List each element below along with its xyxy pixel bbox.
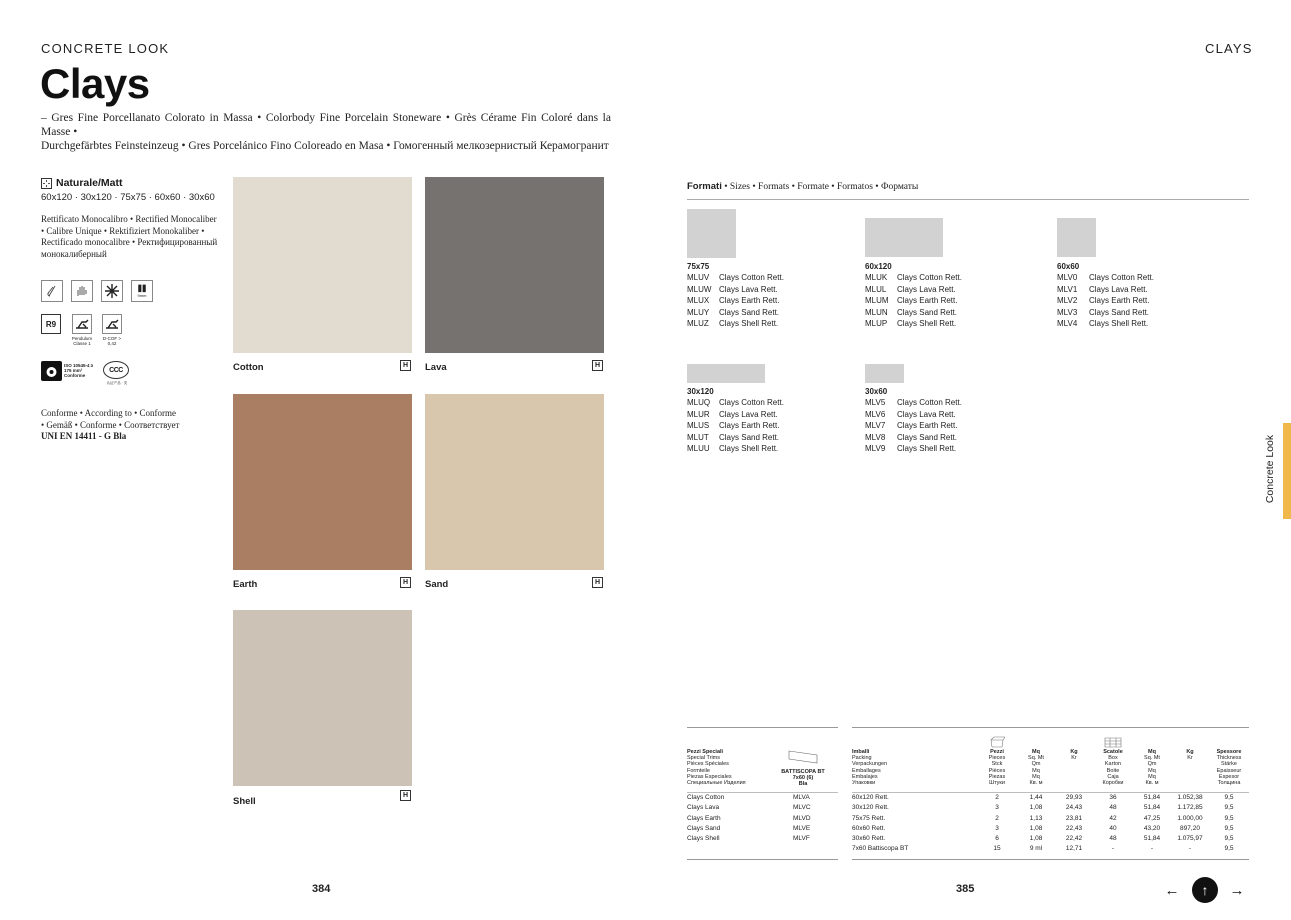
packing-value: 48 — [1109, 835, 1117, 843]
packing-heading-line: Упаковки — [852, 780, 876, 787]
special-piece-code: MLVC — [793, 804, 811, 812]
page-title: Clays — [40, 60, 150, 107]
packing-value: 1,08 — [1029, 804, 1043, 812]
packing-column-subtitle: Thickness — [1216, 755, 1242, 762]
format-size: 75x75 — [687, 262, 710, 271]
scroll-top-button[interactable] — [1192, 877, 1218, 903]
conform-line: • Gemäß • Conforme • Соответствует — [41, 419, 180, 430]
format-item — [1057, 295, 1154, 307]
packing-column-subtitle: Mq — [1148, 773, 1156, 780]
prev-page-button[interactable] — [1163, 881, 1181, 899]
skirting-product-name: BATTISCOPA BT — [781, 769, 825, 775]
hand-icon — [71, 280, 93, 302]
special-piece-code: MLVD — [793, 814, 811, 822]
packing-bottom-rule — [852, 859, 1249, 860]
packing-value: 48 — [1109, 804, 1117, 812]
format-item — [865, 318, 962, 330]
ccc-label: CCC — [109, 366, 123, 374]
tile-swatch-earth — [233, 394, 412, 570]
format-product-name: Clays Earth Rett. — [1089, 296, 1150, 305]
formats-divider — [687, 199, 1249, 200]
packing-value: 24,43 — [1065, 804, 1083, 812]
special-piece-row — [687, 815, 838, 825]
packing-column-title: Pezzi — [990, 749, 1004, 755]
format-item — [1057, 318, 1154, 330]
page-number-right: 385 — [956, 883, 975, 895]
format-product-name: Clays Shell Rett. — [1089, 319, 1149, 328]
format-code: MLUV — [687, 273, 710, 282]
packing-value: 22,42 — [1065, 835, 1083, 843]
packing-column-title: Kg — [1186, 749, 1194, 755]
format-list-75x75 — [687, 272, 784, 330]
tile-label-shell: Shell — [233, 796, 256, 807]
packing-value: 1.052,38 — [1177, 794, 1203, 801]
format-list-60x60 — [1057, 272, 1154, 330]
format-product-name: Clays Shell Rett. — [719, 319, 779, 328]
format-shape-75x75 — [687, 209, 736, 258]
format-product-name: Clays Earth Rett. — [897, 421, 958, 430]
packing-value: 9 ml — [1029, 845, 1043, 853]
subtitle-line-1: – Gres Fine Porcellanato Colorato in Massa • Colorbody Fine Porcelain Stoneware • Grès Cérame Fin Coloré dans la Masse • — [41, 112, 611, 138]
format-item — [865, 284, 962, 296]
packing-column-subtitle: Pièces — [988, 767, 1006, 774]
h-badge: H — [592, 577, 603, 588]
packing-value: 2 — [995, 794, 999, 801]
format-size: 30x120 — [687, 387, 714, 396]
formats-heading-bold: Formati — [687, 181, 722, 192]
side-section-label[interactable]: Concrete Look — [1264, 434, 1276, 504]
special-pieces-heading-line: Formteile — [687, 767, 710, 774]
ccc-icon — [103, 361, 129, 379]
packing-value: 9,5 — [1224, 824, 1234, 832]
packing-value: 51,84 — [1143, 804, 1161, 812]
next-page-button[interactable] — [1228, 881, 1246, 899]
arrow-up-icon: ↑ — [1201, 882, 1209, 898]
packing-value: 42 — [1109, 814, 1117, 822]
packing-column-subtitle: Karton — [1104, 761, 1122, 768]
packing-value: 47,25 — [1143, 814, 1161, 822]
pendulum-label: Pendulum Classe 1 — [71, 336, 93, 346]
side-section-tab[interactable] — [1283, 423, 1291, 519]
format-product-name: Clays Shell Rett. — [897, 444, 957, 453]
packing-column-subtitle: Boite — [1106, 767, 1120, 774]
packing-value: 9,5 — [1224, 794, 1234, 801]
format-list-30x120 — [687, 397, 784, 455]
format-item — [687, 432, 784, 444]
packing-value: 9,5 — [1224, 814, 1234, 822]
special-pieces-heading-line: Pièces Spéciales — [687, 761, 729, 768]
format-size: 60x60 — [1057, 262, 1080, 271]
packing-column-subtitle: Толщина — [1217, 780, 1241, 787]
format-item — [687, 272, 784, 284]
packing-value: 9,5 — [1224, 804, 1234, 812]
conform-line: Conforme • According to • Conforme — [41, 408, 177, 418]
packing-column-subtitle: Штуки — [989, 780, 1005, 787]
special-piece-code: MLVA — [793, 794, 810, 801]
packing-column-subtitle: Qm — [1031, 761, 1041, 768]
rectified-line: монокалиберный — [41, 248, 107, 259]
format-code: MLUM — [865, 296, 889, 305]
dcof-icon — [102, 314, 122, 334]
format-product-name: Clays Cotton Rett. — [719, 273, 784, 282]
format-product-name: Clays Lava Rett. — [1089, 284, 1148, 294]
h-badge: H — [400, 360, 411, 371]
packing-column-head — [1209, 749, 1249, 786]
packing-column-subtitle: Mq — [1032, 773, 1040, 780]
special-piece-name: Clays Sand — [687, 824, 721, 832]
stain-resistant-icon — [41, 280, 63, 302]
special-pieces-heading — [687, 749, 777, 786]
format-code: MLUS — [687, 421, 710, 430]
packing-heading-line: Verpackungen — [852, 761, 888, 768]
packing-value: 36 — [1109, 794, 1117, 801]
tile-label-lava: Lava — [425, 362, 447, 373]
boxes-icon — [1104, 735, 1122, 747]
format-item — [687, 284, 784, 296]
h-badge: H — [400, 790, 411, 801]
packing-value: 43,20 — [1143, 824, 1161, 832]
format-code: MLV4 — [1057, 319, 1078, 328]
rectified-line: Rectificado monocalibre • Ректифицированный — [41, 237, 218, 247]
format-code: MLV0 — [1057, 273, 1078, 282]
rectified-line: Rettificato Monocalibro • Rectified Monocaliber — [41, 214, 217, 224]
format-product-name: Clays Cotton Rett. — [897, 398, 962, 407]
format-product-name: Clays Sand Rett. — [1089, 307, 1150, 317]
packing-column-head — [1054, 749, 1094, 761]
arrow-left-icon: ← — [1164, 881, 1180, 899]
packing-value: 29,93 — [1065, 794, 1083, 801]
packing-format: 60x120 Rett. — [852, 794, 889, 801]
special-pieces-heading-line: Специальные Изделия — [687, 780, 746, 787]
ccc-sublabel: 认证产品 · 类 — [106, 381, 128, 385]
format-code: MLUL — [865, 284, 887, 294]
tile-swatch-sand — [425, 394, 604, 570]
packing-column-subtitle: Stärke — [1221, 761, 1237, 768]
format-size: 30x60 — [865, 387, 888, 396]
packing-column-subtitle: Epaisseur — [1216, 767, 1242, 774]
format-list-60x120 — [865, 272, 962, 330]
special-pieces-rows — [687, 794, 838, 845]
formats-heading — [687, 181, 918, 192]
thickness-icon-text: 9mm — [137, 293, 147, 298]
skirting-icon — [788, 750, 818, 764]
tile-swatch-lava — [425, 177, 604, 353]
packing-value: 15 — [993, 845, 1001, 853]
r9-icon — [41, 314, 61, 334]
packing-format: 30x60 Rett. — [852, 835, 886, 843]
packing-value: 40 — [1109, 824, 1117, 832]
section-eyebrow: CONCRETE LOOK — [41, 41, 170, 56]
packing-column-title: Mq — [1148, 749, 1156, 755]
packing-value: 1,08 — [1029, 824, 1043, 832]
format-code: MLV5 — [865, 398, 886, 407]
format-shape-30x120 — [687, 364, 765, 383]
packing-column-subtitle: Sq. Mt — [1144, 755, 1160, 762]
norm-label: UNI EN 14411 - G Bla — [41, 431, 127, 441]
thickness-icon — [131, 280, 153, 302]
format-code: MLUR — [687, 409, 710, 419]
format-shape-60x120 — [865, 218, 943, 257]
packing-column-title: Scatole — [1103, 749, 1123, 755]
format-item — [865, 432, 962, 444]
h-badge: H — [400, 577, 411, 588]
format-item — [865, 295, 962, 307]
packing-column-title: Spessore — [1216, 749, 1242, 755]
packing-rows — [852, 794, 1249, 856]
r9-label: R9 — [45, 319, 57, 329]
special-piece-name: Clays Lava — [687, 804, 720, 812]
packing-value: 9,5 — [1224, 835, 1234, 843]
packing-row — [852, 815, 1249, 825]
format-product-name: Clays Cotton Rett. — [897, 273, 962, 282]
packing-value: 9,5 — [1224, 845, 1234, 853]
format-product-name: Clays Cotton Rett. — [719, 398, 784, 407]
format-code: MLV2 — [1057, 296, 1078, 305]
format-item — [865, 397, 962, 409]
pieces-icon — [989, 735, 1005, 747]
format-product-name: Clays Lava Rett. — [719, 284, 778, 294]
iso-icon — [41, 361, 62, 381]
skirting-product-finish: Bla — [798, 781, 808, 788]
packing-value: 897,20 — [1180, 824, 1200, 832]
format-code: MLUN — [865, 307, 888, 317]
formats-heading-rest: • Sizes • Formats • Formate • Formatos • Форматы — [721, 182, 919, 192]
format-product-name: Clays Sand Rett. — [719, 307, 780, 317]
page-subtitle — [41, 111, 611, 153]
packing-value: - — [1188, 845, 1192, 853]
format-item — [687, 307, 784, 319]
packing-value: 51,84 — [1143, 835, 1161, 843]
packing-column-subtitle: Коробки — [1102, 780, 1124, 787]
packing-top-rule — [852, 727, 1249, 728]
special-pieces-heading-line: Piezas Especiales — [687, 773, 732, 780]
tile-swatch-shell — [233, 610, 412, 786]
special-piece-name: Clays Shell — [687, 835, 720, 843]
packing-column-subtitle: Kr — [1187, 755, 1193, 762]
format-shape-30x60 — [865, 364, 904, 383]
packing-column-head — [1170, 749, 1210, 761]
special-piece-row — [687, 794, 838, 804]
frost-resistant-icon — [101, 280, 123, 302]
packing-value: 22,43 — [1065, 824, 1083, 832]
format-code: MLUT — [687, 432, 709, 442]
packing-column-subtitle: Espesor — [1218, 773, 1240, 780]
format-code: MLV6 — [865, 409, 886, 419]
packing-value: 1.075,97 — [1177, 835, 1203, 843]
special-piece-code: MLVF — [793, 835, 810, 843]
format-item — [865, 409, 962, 421]
packing-value: 6 — [995, 835, 999, 843]
iso-label: ISO 10545-4 ≥ 175 mm³ Conforme — [64, 363, 94, 378]
packing-column-subtitle: Pieces — [988, 755, 1006, 762]
format-item — [1057, 272, 1154, 284]
dcof-label: D-COF > 0,42 — [102, 336, 122, 346]
format-product-name: Clays Lava Rett. — [897, 409, 956, 419]
packing-value: 3 — [995, 824, 999, 832]
special-piece-name: Clays Earth — [687, 814, 721, 822]
packing-column-subtitle: Stck — [991, 761, 1003, 768]
format-product-name: Clays Cotton Rett. — [1089, 273, 1154, 282]
tile-swatch-cotton — [233, 177, 412, 353]
format-item — [687, 295, 784, 307]
skirting-product-size: 7x60 (6) — [792, 775, 814, 782]
format-code: MLUU — [687, 444, 710, 453]
rectified-line: • Calibre Unique • Rektifiziert Monokaliber • — [41, 225, 205, 236]
special-pieces-top-rule — [687, 727, 838, 728]
special-piece-row — [687, 825, 838, 835]
special-piece-name: Clays Cotton — [687, 794, 725, 801]
format-item — [1057, 284, 1154, 296]
packing-column-subtitle: Mq — [1148, 767, 1156, 774]
packing-format: 7x60 Battiscopa BT — [852, 845, 909, 853]
packing-column-subtitle: Caja — [1107, 773, 1119, 780]
packing-value: 12,71 — [1065, 845, 1083, 853]
packing-format: 60x60 Rett. — [852, 824, 886, 832]
packing-column-subtitle: Mq — [1032, 767, 1040, 774]
packing-column-subtitle: Box — [1108, 755, 1118, 762]
packing-column-head — [1016, 749, 1056, 786]
packing-header-rule — [852, 792, 1249, 793]
packing-column-subtitle: Qm — [1147, 761, 1157, 768]
packing-heading-line: Packing — [852, 755, 872, 762]
format-code: MLUW — [687, 284, 712, 294]
format-item — [687, 397, 784, 409]
packing-column-head — [977, 749, 1017, 786]
packing-column-title: Kg — [1070, 749, 1078, 755]
format-item — [865, 307, 962, 319]
format-product-name: Clays Sand Rett. — [897, 307, 958, 317]
format-product-name: Clays Earth Rett. — [719, 421, 780, 430]
packing-column-title: Mq — [1032, 749, 1040, 755]
packing-format: 75x75 Rett. — [852, 814, 886, 822]
finish-label — [41, 177, 123, 189]
tile-label-cotton: Cotton — [233, 362, 264, 373]
packing-value: - — [1111, 845, 1115, 853]
format-product-name: Clays Shell Rett. — [719, 444, 779, 453]
packing-value: 51,84 — [1143, 794, 1161, 801]
format-code: MLV1 — [1057, 284, 1078, 294]
format-product-name: Clays Earth Rett. — [719, 296, 780, 305]
packing-value: 1,13 — [1029, 814, 1043, 822]
packing-value: 1.172,85 — [1177, 804, 1203, 812]
finish-icon — [41, 178, 52, 189]
packing-row — [852, 835, 1249, 845]
packing-column-subtitle: Кв. м — [1145, 780, 1159, 787]
packing-row — [852, 804, 1249, 814]
conformity-text — [41, 408, 226, 443]
format-code: MLUY — [687, 307, 710, 317]
packing-value: 1,44 — [1029, 794, 1043, 801]
packing-column-subtitle: Кв. м — [1029, 780, 1043, 787]
packing-column-heads — [852, 749, 1249, 789]
arrow-right-icon: → — [1229, 881, 1245, 899]
packing-column-subtitle: Piezas — [988, 773, 1006, 780]
format-item — [865, 420, 962, 432]
pendulum-icon — [72, 314, 92, 334]
page-number-left: 384 — [312, 883, 331, 895]
special-piece-row — [687, 835, 838, 845]
format-item — [1057, 307, 1154, 319]
packing-format: 30x120 Rett. — [852, 804, 889, 812]
format-code: MLV7 — [865, 421, 886, 430]
format-product-name: Clays Sand Rett. — [897, 432, 958, 442]
format-product-name: Clays Lava Rett. — [897, 284, 956, 294]
format-product-name: Clays Lava Rett. — [719, 409, 778, 419]
format-product-name: Clays Earth Rett. — [897, 296, 958, 305]
format-code: MLUP — [865, 319, 888, 328]
format-code: MLV8 — [865, 432, 886, 442]
rectified-text — [41, 214, 226, 260]
format-list-30x60 — [865, 397, 962, 455]
h-badge: H — [592, 360, 603, 371]
format-product-name: Clays Shell Rett. — [897, 319, 957, 328]
collection-eyebrow: CLAYS — [1205, 41, 1253, 56]
format-code: MLUK — [865, 273, 888, 282]
packing-column-head — [1132, 749, 1172, 786]
format-product-name: Clays Sand Rett. — [719, 432, 780, 442]
tile-label-sand: Sand — [425, 579, 449, 590]
format-code: MLUQ — [687, 398, 711, 407]
format-item — [687, 420, 784, 432]
subtitle-line-2: Durchgefärbtes Feinsteinzeug • Gres Porcelánico Fino Coloreado en Masa • Гомогенный мелкозернистый Керамогранит — [41, 140, 609, 152]
packing-heading-bold: Imballi — [852, 749, 870, 755]
packing-value: - — [1150, 845, 1154, 853]
format-item — [687, 318, 784, 330]
finish-text: Naturale/Matt — [56, 177, 123, 189]
special-piece-code: MLVE — [793, 824, 811, 832]
special-pieces-heading-bold: Pezzi Speciali — [687, 749, 724, 755]
packing-column-subtitle: Kr — [1071, 755, 1077, 762]
packing-value: 3 — [995, 804, 999, 812]
format-item — [687, 443, 784, 455]
tile-label-earth: Earth — [233, 579, 258, 590]
special-pieces-header-rule — [687, 792, 838, 793]
packing-heading-line: Embalajes — [852, 773, 878, 780]
format-code: MLUZ — [687, 319, 709, 328]
packing-column-subtitle: Sq. Mt — [1028, 755, 1044, 762]
format-item — [687, 409, 784, 421]
format-code: MLUX — [687, 296, 710, 305]
packing-value: 1,08 — [1029, 835, 1043, 843]
format-code: MLV3 — [1057, 307, 1078, 317]
packing-value: 23,81 — [1065, 814, 1083, 822]
packing-heading-line: Emballages — [852, 767, 881, 774]
available-sizes: 60x120 · 30x120 · 75x75 · 60x60 · 30x60 — [41, 192, 215, 203]
packing-column-head — [1093, 749, 1133, 786]
format-item — [865, 443, 962, 455]
special-pieces-heading-line: Special Trims — [687, 755, 721, 762]
special-pieces-bottom-rule — [687, 859, 838, 860]
format-size: 60x120 — [865, 262, 892, 271]
format-code: MLV9 — [865, 444, 886, 453]
format-item — [865, 272, 962, 284]
packing-row — [852, 825, 1249, 835]
packing-row — [852, 794, 1249, 804]
packing-value: 1.000,00 — [1177, 814, 1203, 822]
skirting-product — [778, 769, 828, 788]
special-piece-row — [687, 804, 838, 814]
packing-value: 2 — [995, 814, 999, 822]
format-shape-60x60 — [1057, 218, 1096, 257]
packing-row — [852, 845, 1249, 855]
